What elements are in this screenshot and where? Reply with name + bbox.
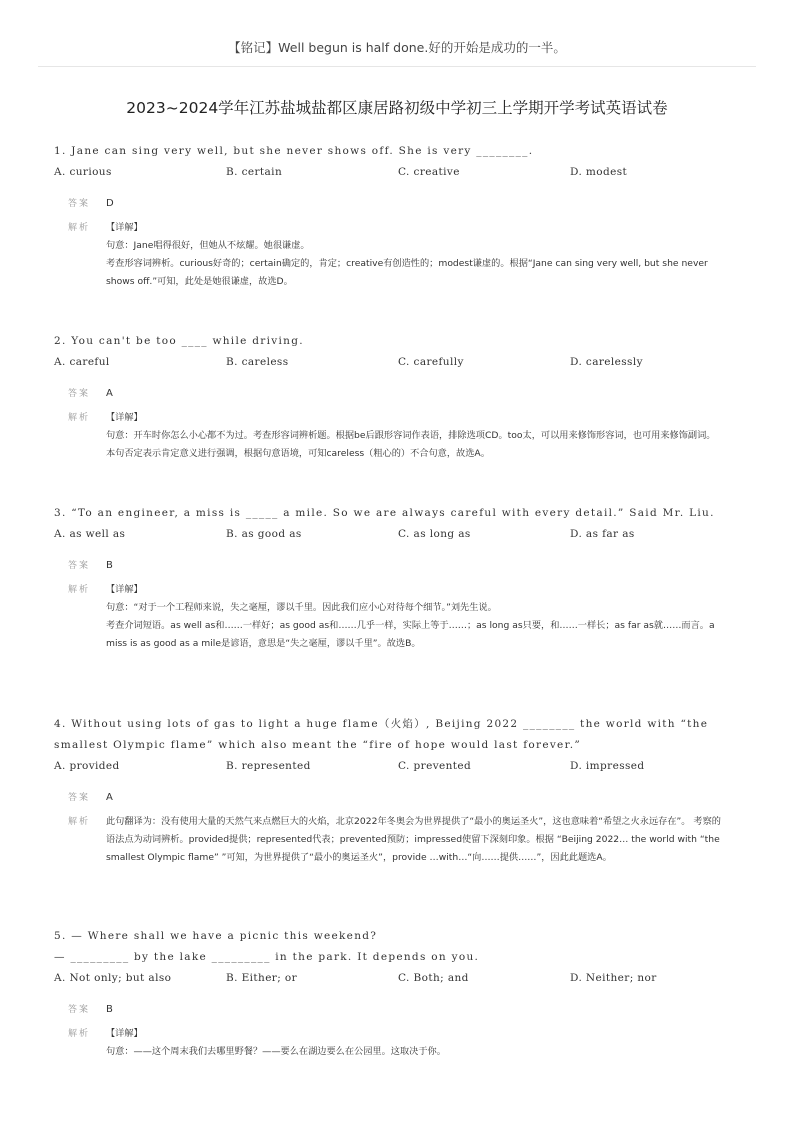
motto-banner: 【铭记】Well begun is half done.好的开始是成功的一半。 — [228, 40, 566, 55]
option-d: D. impressed — [570, 760, 645, 772]
question-stem: 3. “To an engineer, a miss is _____ a mile. So we are always careful with every detail.” Said Mr. Liu. — [54, 507, 715, 519]
option-a: A. as well as — [54, 528, 126, 540]
explanation-line: 此句翻译为：没有使用大量的天然气来点燃巨大的火焰，北京2022年冬奥会为世界提供了“最小的奥运圣火”，这也意味着“希望之火永远存在”。 考察的语法点为动词辨析。provided提供；represented代表；prevented预防；impressed使留下深刻印象。根据 “Beijing 2022… the world with “the smallest Olympic flame” ”可知，为世界提供了“最小的奥运圣火”，provide …with…“向……提供……”，因此此题选A。 — [106, 816, 721, 863]
answer-label: 答案 — [68, 389, 91, 399]
answer-row — [54, 195, 744, 213]
header-divider — [38, 66, 756, 67]
explanation-line: 【详解】 — [106, 1028, 143, 1039]
answer-row — [54, 385, 744, 403]
option-a: A. careful — [54, 356, 110, 368]
question-stem: 5. — Where shall we have a picnic this weekend? — [54, 930, 378, 942]
answer-label: 答案 — [68, 561, 91, 571]
option-b: B. as good as — [226, 528, 302, 540]
option-a: A. curious — [54, 166, 112, 178]
option-d: D. carelessly — [570, 356, 643, 368]
question-stem: — _________ by the lake _________ in the park. It depends on you. — [54, 951, 480, 963]
explanation-line: 句意：“对于一个工程师来说，失之毫厘，谬以千里。因此我们应小心对待每个细节。”刘先生说。 — [106, 602, 497, 613]
options-row — [54, 352, 744, 373]
explanation-block — [54, 813, 744, 867]
answer-value: A — [106, 792, 113, 803]
options-row — [54, 162, 744, 183]
explanation-block — [54, 219, 744, 291]
option-c: C. carefully — [398, 356, 464, 368]
option-c: C. Both; and — [398, 972, 469, 984]
answer-value: B — [106, 1004, 113, 1015]
answer-label: 答案 — [68, 1005, 91, 1015]
answer-label: 答案 — [68, 199, 91, 209]
options-row — [54, 756, 744, 777]
page-title: 2023~2024学年江苏盐城盐都区康居路初级中学初三上学期开学考试英语试卷 — [126, 99, 668, 117]
options-row — [54, 968, 744, 989]
explanation-block — [54, 409, 744, 463]
question-stem: 2. You can't be too ____ while driving. — [54, 335, 304, 347]
answer-label: 答案 — [68, 793, 91, 803]
explanation-line: 【详解】 — [106, 412, 143, 423]
explanation-label: 解析 — [68, 223, 91, 233]
option-c: C. prevented — [398, 760, 472, 772]
question-stem: 1. Jane can sing very well, but she never shows off. She is very ________. — [54, 145, 534, 157]
option-c: C. creative — [398, 166, 460, 178]
answer-row — [54, 789, 744, 807]
option-b: B. careless — [226, 356, 289, 368]
question-1 — [54, 141, 744, 291]
answer-row — [54, 557, 744, 575]
option-b: B. represented — [226, 760, 311, 772]
options-row — [54, 524, 744, 545]
explanation-line: 考查介词短语。as well as和……一样好；as good as和……几乎一样，实际上等于……；as long as只要，和……一样长；as far as就……而言。a miss is as good as a mile是谚语，意思是“失之毫厘，谬以千里”。故选B。 — [106, 620, 715, 649]
option-d: D. as far as — [570, 528, 635, 540]
question-2 — [54, 331, 744, 463]
option-a: A. Not only; but also — [54, 972, 172, 984]
explanation-line: 句意：——这个周末我们去哪里野餐？——要么在湖边要么在公园里。这取决于你。 — [106, 1046, 446, 1057]
option-b: B. Either; or — [226, 972, 298, 984]
option-b: B. certain — [226, 166, 283, 178]
explanation-line: 考查形容词辨析。curious好奇的；certain确定的，肯定；creative有创造性的；modest谦虚的。根据“Jane can sing very well, but she never shows off.”可知，此处是她很谦虚，故选D。 — [106, 258, 708, 287]
explanation-label: 解析 — [68, 817, 91, 827]
question-stem: 4. Without using lots of gas to light a huge flame（火焰）, Beijing 2022 ________ the world with “the smallest Olympic flame” which also meant the “fire of hope would last forever.” — [54, 718, 709, 751]
explanation-block — [54, 581, 744, 653]
explanation-block — [54, 1025, 744, 1061]
answer-value: A — [106, 388, 113, 399]
explanation-line: 【详解】 — [106, 584, 143, 595]
explanation-line: 句意：开车时你怎么小心都不为过。考查形容词辨析题。根据be后跟形容词作表语，排除选项CD。too太，可以用来修饰形容词，也可用来修饰副词。本句否定表示肯定意义进行强调，根据句意语境，可知careless（粗心的）不合句意，故选A。 — [106, 430, 716, 459]
question-3 — [54, 503, 744, 653]
option-d: D. Neither; nor — [570, 972, 657, 984]
question-4 — [54, 714, 744, 867]
explanation-line: 句意：Jane唱得很好，但她从不炫耀。她很谦虚。 — [106, 240, 310, 251]
explanation-label: 解析 — [68, 1029, 91, 1039]
answer-value: D — [106, 198, 114, 209]
option-a: A. provided — [54, 760, 120, 772]
question-5 — [54, 926, 744, 1061]
option-c: C. as long as — [398, 528, 471, 540]
answer-row — [54, 1001, 744, 1019]
explanation-line: 【详解】 — [106, 222, 143, 233]
option-d: D. modest — [570, 166, 628, 178]
answer-value: B — [106, 560, 113, 571]
explanation-label: 解析 — [68, 413, 91, 423]
explanation-label: 解析 — [68, 585, 91, 595]
